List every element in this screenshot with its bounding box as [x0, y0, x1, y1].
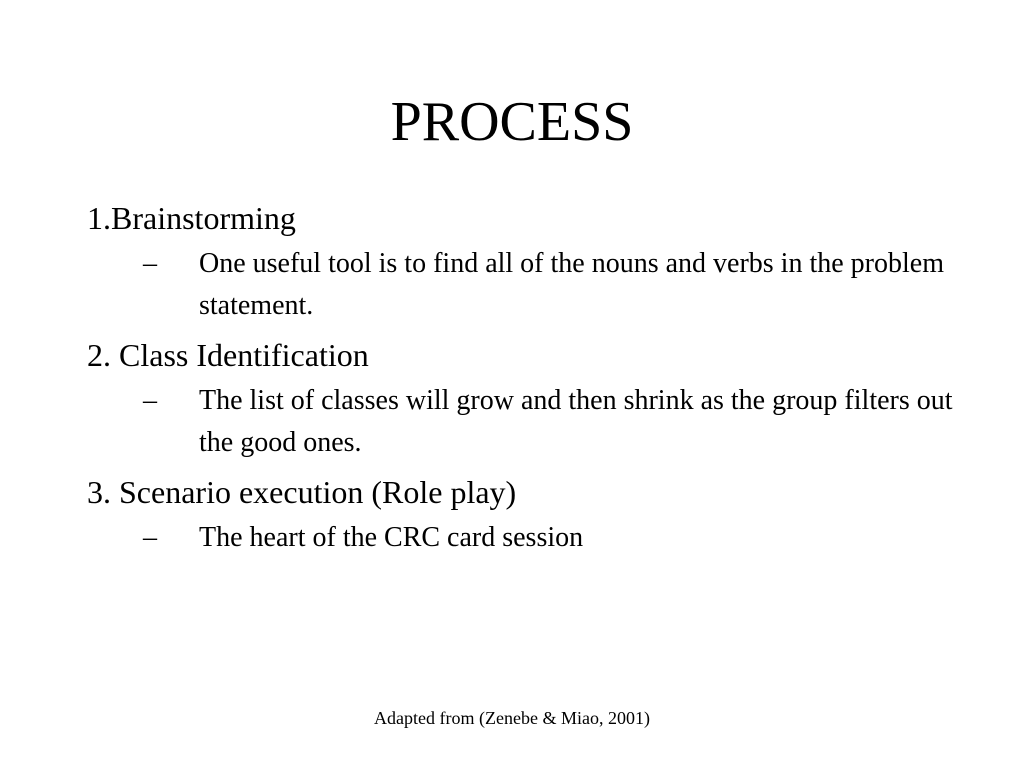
slide-content [87, 196, 957, 563]
slide-title: PROCESS [390, 91, 634, 153]
step-brainstorming: 1.Brainstorming [87, 200, 296, 236]
step-scenario-execution: 3. Scenario execution (Role play) [87, 474, 517, 510]
source-citation: Adapted from (Zenebe & Miao, 2001) [374, 708, 650, 728]
step-class-identification-detail [87, 380, 957, 464]
detail-text: One useful tool is to find all of the nouns and verbs in the problem statement. [199, 248, 944, 321]
detail-text: The list of classes will grow and then shrink as the group filters out the good ones. [199, 385, 953, 458]
step-scenario-execution-detail [87, 517, 957, 559]
step-class-identification: 2. Class Identification [87, 337, 369, 373]
dash-bullet: – [143, 522, 157, 553]
dash-bullet: – [143, 248, 157, 279]
step-brainstorming-detail [87, 243, 957, 327]
detail-text: The heart of the CRC card session [199, 522, 584, 553]
dash-bullet: – [143, 385, 157, 416]
